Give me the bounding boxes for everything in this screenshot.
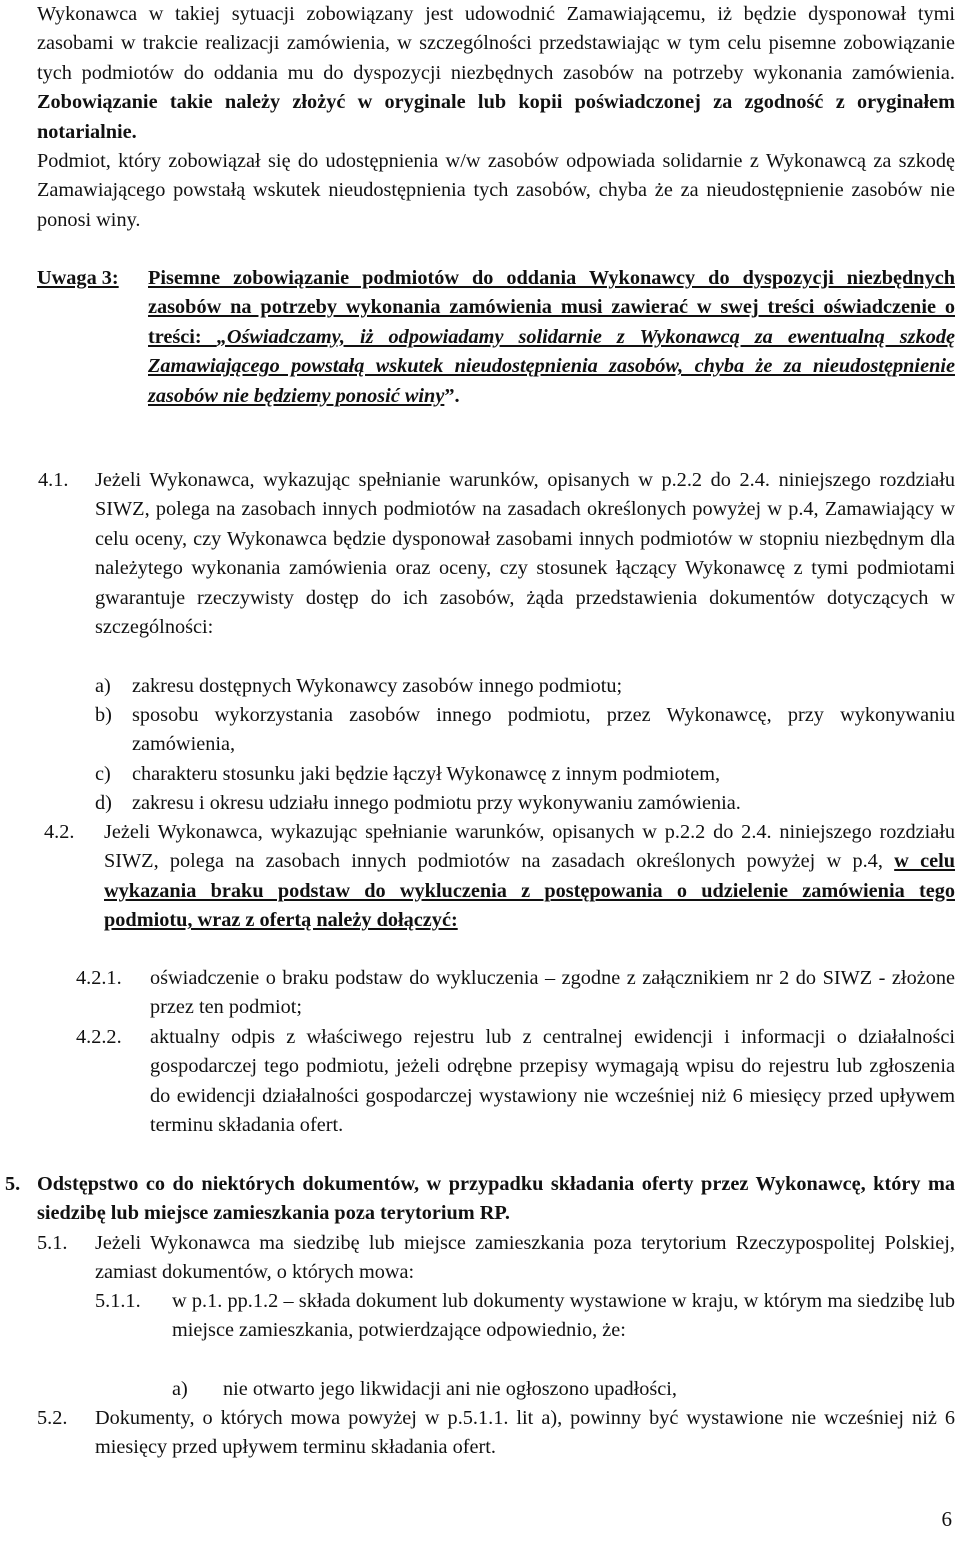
section-4-2-number: 4.2. — [44, 821, 75, 843]
intro-bold-requirement: Zobowiązanie takie należy złożyć w oryginale lub kopii poświadczonej za zgodność z oryginałem notarialnie. — [37, 91, 955, 143]
list-item: nie otwarto jego likwidacji ani nie ogłoszono upadłości, — [223, 1378, 677, 1400]
list-item-label: c) — [95, 763, 111, 785]
section-5-1-number: 5.1. — [37, 1232, 68, 1254]
intro-paragraph-1: Wykonawca w takiej sytuacji zobowiązany jest udowodnić Zamawiającemu, iż będzie dysponował tymi zasobami w trakcie realizacji zamówienia, w szczególności przedstawiając w tym celu pisemne zobowiązanie tych podmiotów do oddania mu do dyspozycji niezbędnych zasobów na potrzeby wykonania zamówienia. — [37, 3, 955, 84]
section-5-1-text: Jeżeli Wykonawca ma siedzibę lub miejsce zamieszkania poza terytorium Rzeczypospolitej Polskiej, zamiast dokumentów, o których mowa: — [95, 1232, 955, 1284]
intro-paragraph-2: Podmiot, który zobowiązał się do udostępnienia w/w zasobów odpowiada solidarnie z Wykonawcą za szkodę Zamawiającego powstałą wskutek nieudostępnienia tych zasobów, chyba że za nieudostępnienie zasobów nie ponosi winy. — [37, 150, 955, 231]
uwaga-quote: „Oświadczamy, iż odpowiadamy solidarnie z Wykonawcą za ewentualną szkodę Zamawiającego powstałą wskutek nieudostępnienia zasobów, chyba że za nieudostępnienie zasobów nie będziemy ponosić winy — [148, 325, 955, 407]
uwaga-label: Uwaga 3: — [37, 267, 119, 289]
list-item-label: b) — [95, 704, 112, 726]
section-4-1-number: 4.1. — [38, 469, 69, 491]
section-4-2-requirement: w celu wykazania braku podstaw do wykluczenia z postępowania o udzielenie zamówienia tego podmiotu, wraz z ofertą należy dołączyć: — [104, 850, 956, 932]
section-5-1-1-text: w p.1. pp.1.2 – składa dokument lub dokumenty wystawione w kraju, w którym ma siedzibę lub miejsce zamieszkania, potwierdzające odpowiednio, że: — [172, 1290, 955, 1342]
section-5-2-number: 5.2. — [37, 1407, 68, 1429]
page-number: 6 — [941, 1507, 952, 1531]
section-5-2-text: Dokumenty, o których mowa powyżej w p.5.1.1. lit a), powinny być wystawione nie wcześniej niż 6 miesięcy przed upływem terminu składania ofert. — [95, 1407, 955, 1459]
section-5-1-1-number: 5.1.1. — [95, 1290, 141, 1312]
list-item: aktualny odpis z właściwego rejestru lub z centralnej ewidencji i informacji o działalności gospodarczej tego podmiotu, jeżeli odrębne przepisy wymagają wpisu do rejestru lub zgłoszenia do ewidencji działalności gospodarczej wystawiony nie wcześniej niż 6 miesięcy przed upływem terminu składania ofert. — [150, 1026, 955, 1137]
section-4-2-text — [104, 818, 955, 936]
list-item: charakteru stosunku jaki będzie łączył Wykonawcę z innym podmiotem, — [132, 763, 721, 785]
list-item-label: a) — [95, 675, 111, 697]
section-4-1-text: Jeżeli Wykonawca, wykazując spełnianie warunków, opisanych w p.2.2 do 2.4. niniejszego rozdziału SIWZ, polega na zasobach innych podmiotów na zasadach określonych powyżej w p.4, Zamawiający w celu oceny, czy Wykonawca będzie dysponował zasobami innych podmiotów w stopniu niezbędnym dla należytego wykonania zamówienia oraz oceny, czy stosunek łączący Wykonawcę z tymi podmiotami gwarantuje rzeczywisty dostęp do ich zasobów, żąda przedstawienia dokumentów dotyczących w szczególności: — [95, 469, 955, 639]
uwaga-text — [148, 264, 955, 411]
list-item-label: 4.2.2. — [76, 1026, 122, 1048]
uwaga-end: ”. — [444, 384, 460, 407]
list-item-label: d) — [95, 792, 112, 814]
list-item: zakresu i okresu udziału innego podmiotu przy wykonywaniu zamówienia. — [132, 792, 741, 814]
section-5-title: Odstępstwo co do niektórych dokumentów, w przypadku składania oferty przez Wykonawcę, który ma siedzibę lub miejsce zamieszkania poza terytorium RP. — [37, 1173, 955, 1225]
intro-block — [37, 0, 955, 235]
uwaga-body: Pisemne zobowiązanie podmiotów do oddania Wykonawcy do dyspozycji niezbędnych zasobów na potrzeby wykonania zamówienia musi zawierać w swej treści oświadczenie o treści: — [148, 267, 955, 348]
list-item-label: 4.2.1. — [76, 967, 122, 989]
list-item: oświadczenie o braku podstaw do wykluczenia – zgodne z załącznikiem nr 2 do SIWZ - złożone przez ten podmiot; — [150, 967, 955, 1019]
section-5-number: 5. — [5, 1173, 21, 1195]
list-item-label: a) — [172, 1378, 188, 1400]
section-4-2-body: Jeżeli Wykonawca, wykazując spełnianie warunków, opisanych w p.2.2 do 2.4. niniejszego rozdziału SIWZ, polega na zasobach innych podmiotów na zasadach określonych powyżej w p.4, — [104, 821, 955, 873]
list-item: zakresu dostępnych Wykonawcy zasobów innego podmiotu; — [132, 675, 623, 697]
list-item: sposobu wykorzystania zasobów innego podmiotu, przez Wykonawcę, przy wykonywaniu zamówienia, — [132, 704, 955, 756]
